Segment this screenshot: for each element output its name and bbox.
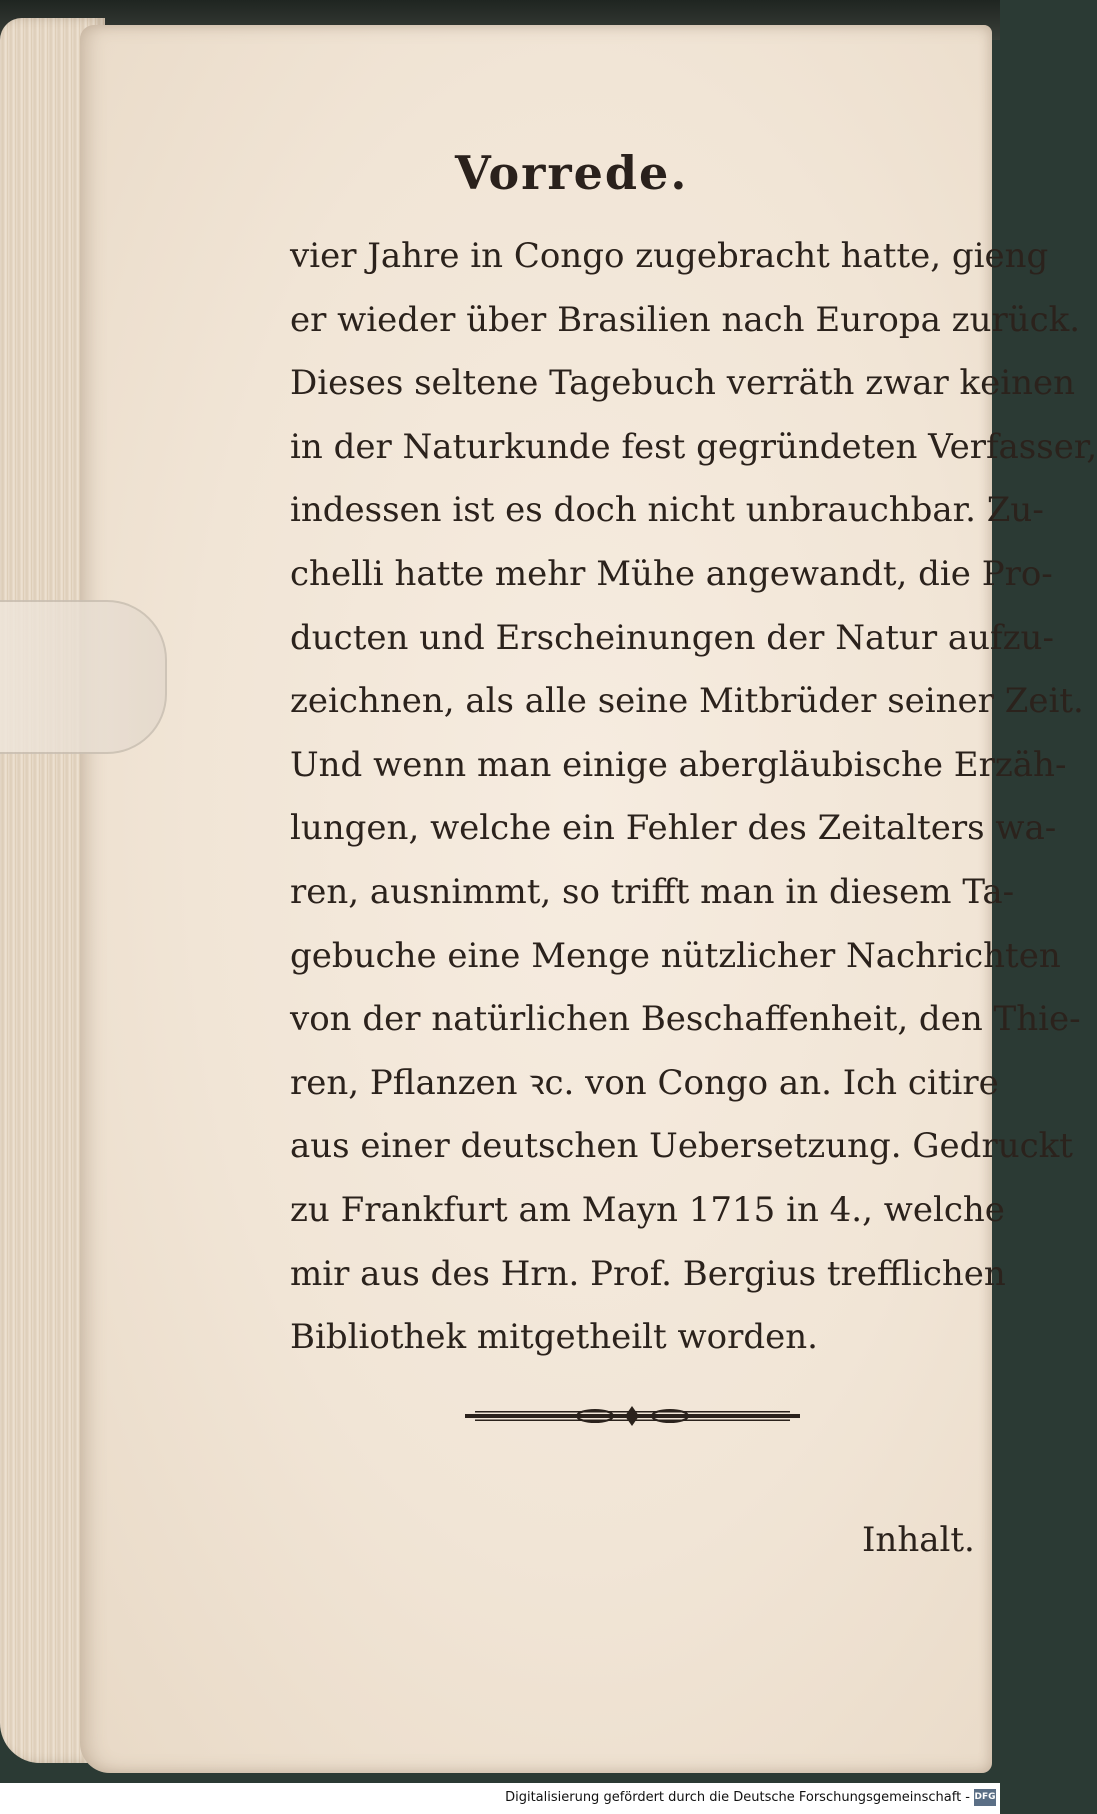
catchword: Inhalt. bbox=[862, 1520, 975, 1560]
text-line: ren, ausnimmt, so trifft man in diesem Ta- bbox=[290, 871, 1015, 912]
text-line: lungen, welche ein Fehler des Zeitalters wa- bbox=[290, 808, 1057, 849]
text-line: ren, Pflanzen ꝛc. von Congo an. Ich citire bbox=[290, 1062, 999, 1103]
text-line: Dieses seltene Tagebuch verräth zwar keinen bbox=[290, 363, 1076, 404]
text-line: vier Jahre in Congo zugebracht hatte, gieng bbox=[290, 236, 1049, 276]
text-line: zeichnen, als alle seine Mitbrüder seiner Zeit. bbox=[290, 681, 1084, 722]
decorative-rule-ornament bbox=[465, 1404, 800, 1428]
text-line: er wieder über Brasilien nach Europa zurück. bbox=[290, 299, 1081, 340]
bookmark-tab bbox=[0, 600, 167, 754]
text-line: Bibliothek mitgetheilt worden. bbox=[290, 1317, 818, 1358]
text-line: in der Naturkunde fest gegründeten Verfasser, bbox=[290, 426, 1097, 467]
digitization-footer bbox=[0, 1783, 1000, 1814]
text-line: aus einer deutschen Uebersetzung. Gedruckt bbox=[290, 1126, 1073, 1167]
text-line: ducten und Erscheinungen der Natur aufzu- bbox=[290, 617, 1054, 658]
page-heading: Vorrede. bbox=[455, 146, 689, 200]
footer-credit: Digitalisierung gefördert durch die Deutsche Forschungsgemeinschaft - bbox=[505, 1790, 970, 1805]
text-line: chelli hatte mehr Mühe angewandt, die Pro- bbox=[290, 553, 1053, 594]
text-line: von der natürlichen Beschaffenheit, den Thie- bbox=[290, 999, 1081, 1040]
text-line: indessen ist es doch nicht unbrauchbar. Zu- bbox=[290, 490, 1044, 531]
body-text bbox=[290, 225, 1097, 1370]
dfg-logo-badge: DFG bbox=[974, 1789, 996, 1806]
text-line: mir aus des Hrn. Prof. Bergius trefflichen bbox=[290, 1253, 1006, 1294]
text-line: zu Frankfurt am Mayn 1715 in 4., welche bbox=[290, 1189, 1005, 1230]
text-line: Und wenn man einige abergläubische Erzäh- bbox=[290, 744, 1067, 785]
text-line: gebuche eine Menge nützlicher Nachrichten bbox=[290, 935, 1061, 976]
